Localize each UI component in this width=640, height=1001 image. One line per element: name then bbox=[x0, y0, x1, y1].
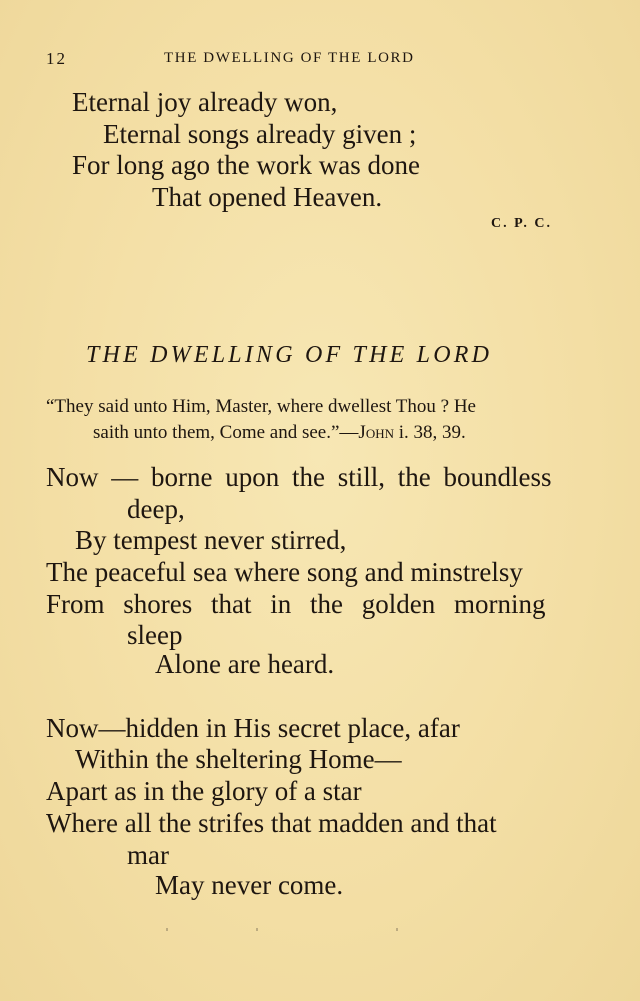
epigraph-text: saith unto them, Come and see.”— bbox=[93, 422, 359, 443]
previous-poem-line: That opened Heaven. bbox=[152, 182, 383, 212]
epigraph-reference-verse: i. 38, 39. bbox=[393, 422, 466, 443]
previous-poem-line: Eternal joy already won, bbox=[72, 87, 338, 117]
page-number: 12 bbox=[46, 49, 67, 68]
stanza1-line: Now — borne upon the still, the boundless bbox=[46, 462, 552, 492]
stanza2-line: Apart as in the glory of a star bbox=[46, 776, 362, 806]
epigraph-line: “They said unto Him, Master, where dwellest Thou ? He bbox=[46, 396, 476, 417]
epigraph-reference-book: John bbox=[358, 422, 394, 443]
stanza1-line: deep, bbox=[127, 494, 185, 524]
stanza1-line: The peaceful sea where song and minstrelsy bbox=[46, 557, 523, 587]
paper-specks bbox=[160, 928, 420, 938]
stanza2-line: mar bbox=[127, 840, 169, 870]
poem-title: THE DWELLING OF THE LORD bbox=[86, 342, 493, 368]
running-head: THE DWELLING OF THE LORD bbox=[164, 50, 415, 66]
stanza1-line: By tempest never stirred, bbox=[75, 525, 347, 555]
stanza1-line: Alone are heard. bbox=[155, 649, 335, 679]
stanza2-line: May never come. bbox=[155, 870, 344, 900]
signature: C. P. C. bbox=[491, 216, 552, 231]
previous-poem-line: Eternal songs already given ; bbox=[103, 119, 417, 149]
epigraph-line bbox=[93, 422, 466, 444]
previous-poem-line: For long ago the work was done bbox=[72, 150, 420, 180]
stanza2-line: Now—hidden in His secret place, afar bbox=[46, 713, 460, 743]
stanza1-line: sleep bbox=[127, 620, 183, 650]
stanza2-line: Where all the strifes that madden and that bbox=[46, 808, 497, 838]
stanza2-line: Within the sheltering Home— bbox=[75, 744, 402, 774]
stanza1-line: From shores that in the golden morning bbox=[46, 589, 546, 619]
